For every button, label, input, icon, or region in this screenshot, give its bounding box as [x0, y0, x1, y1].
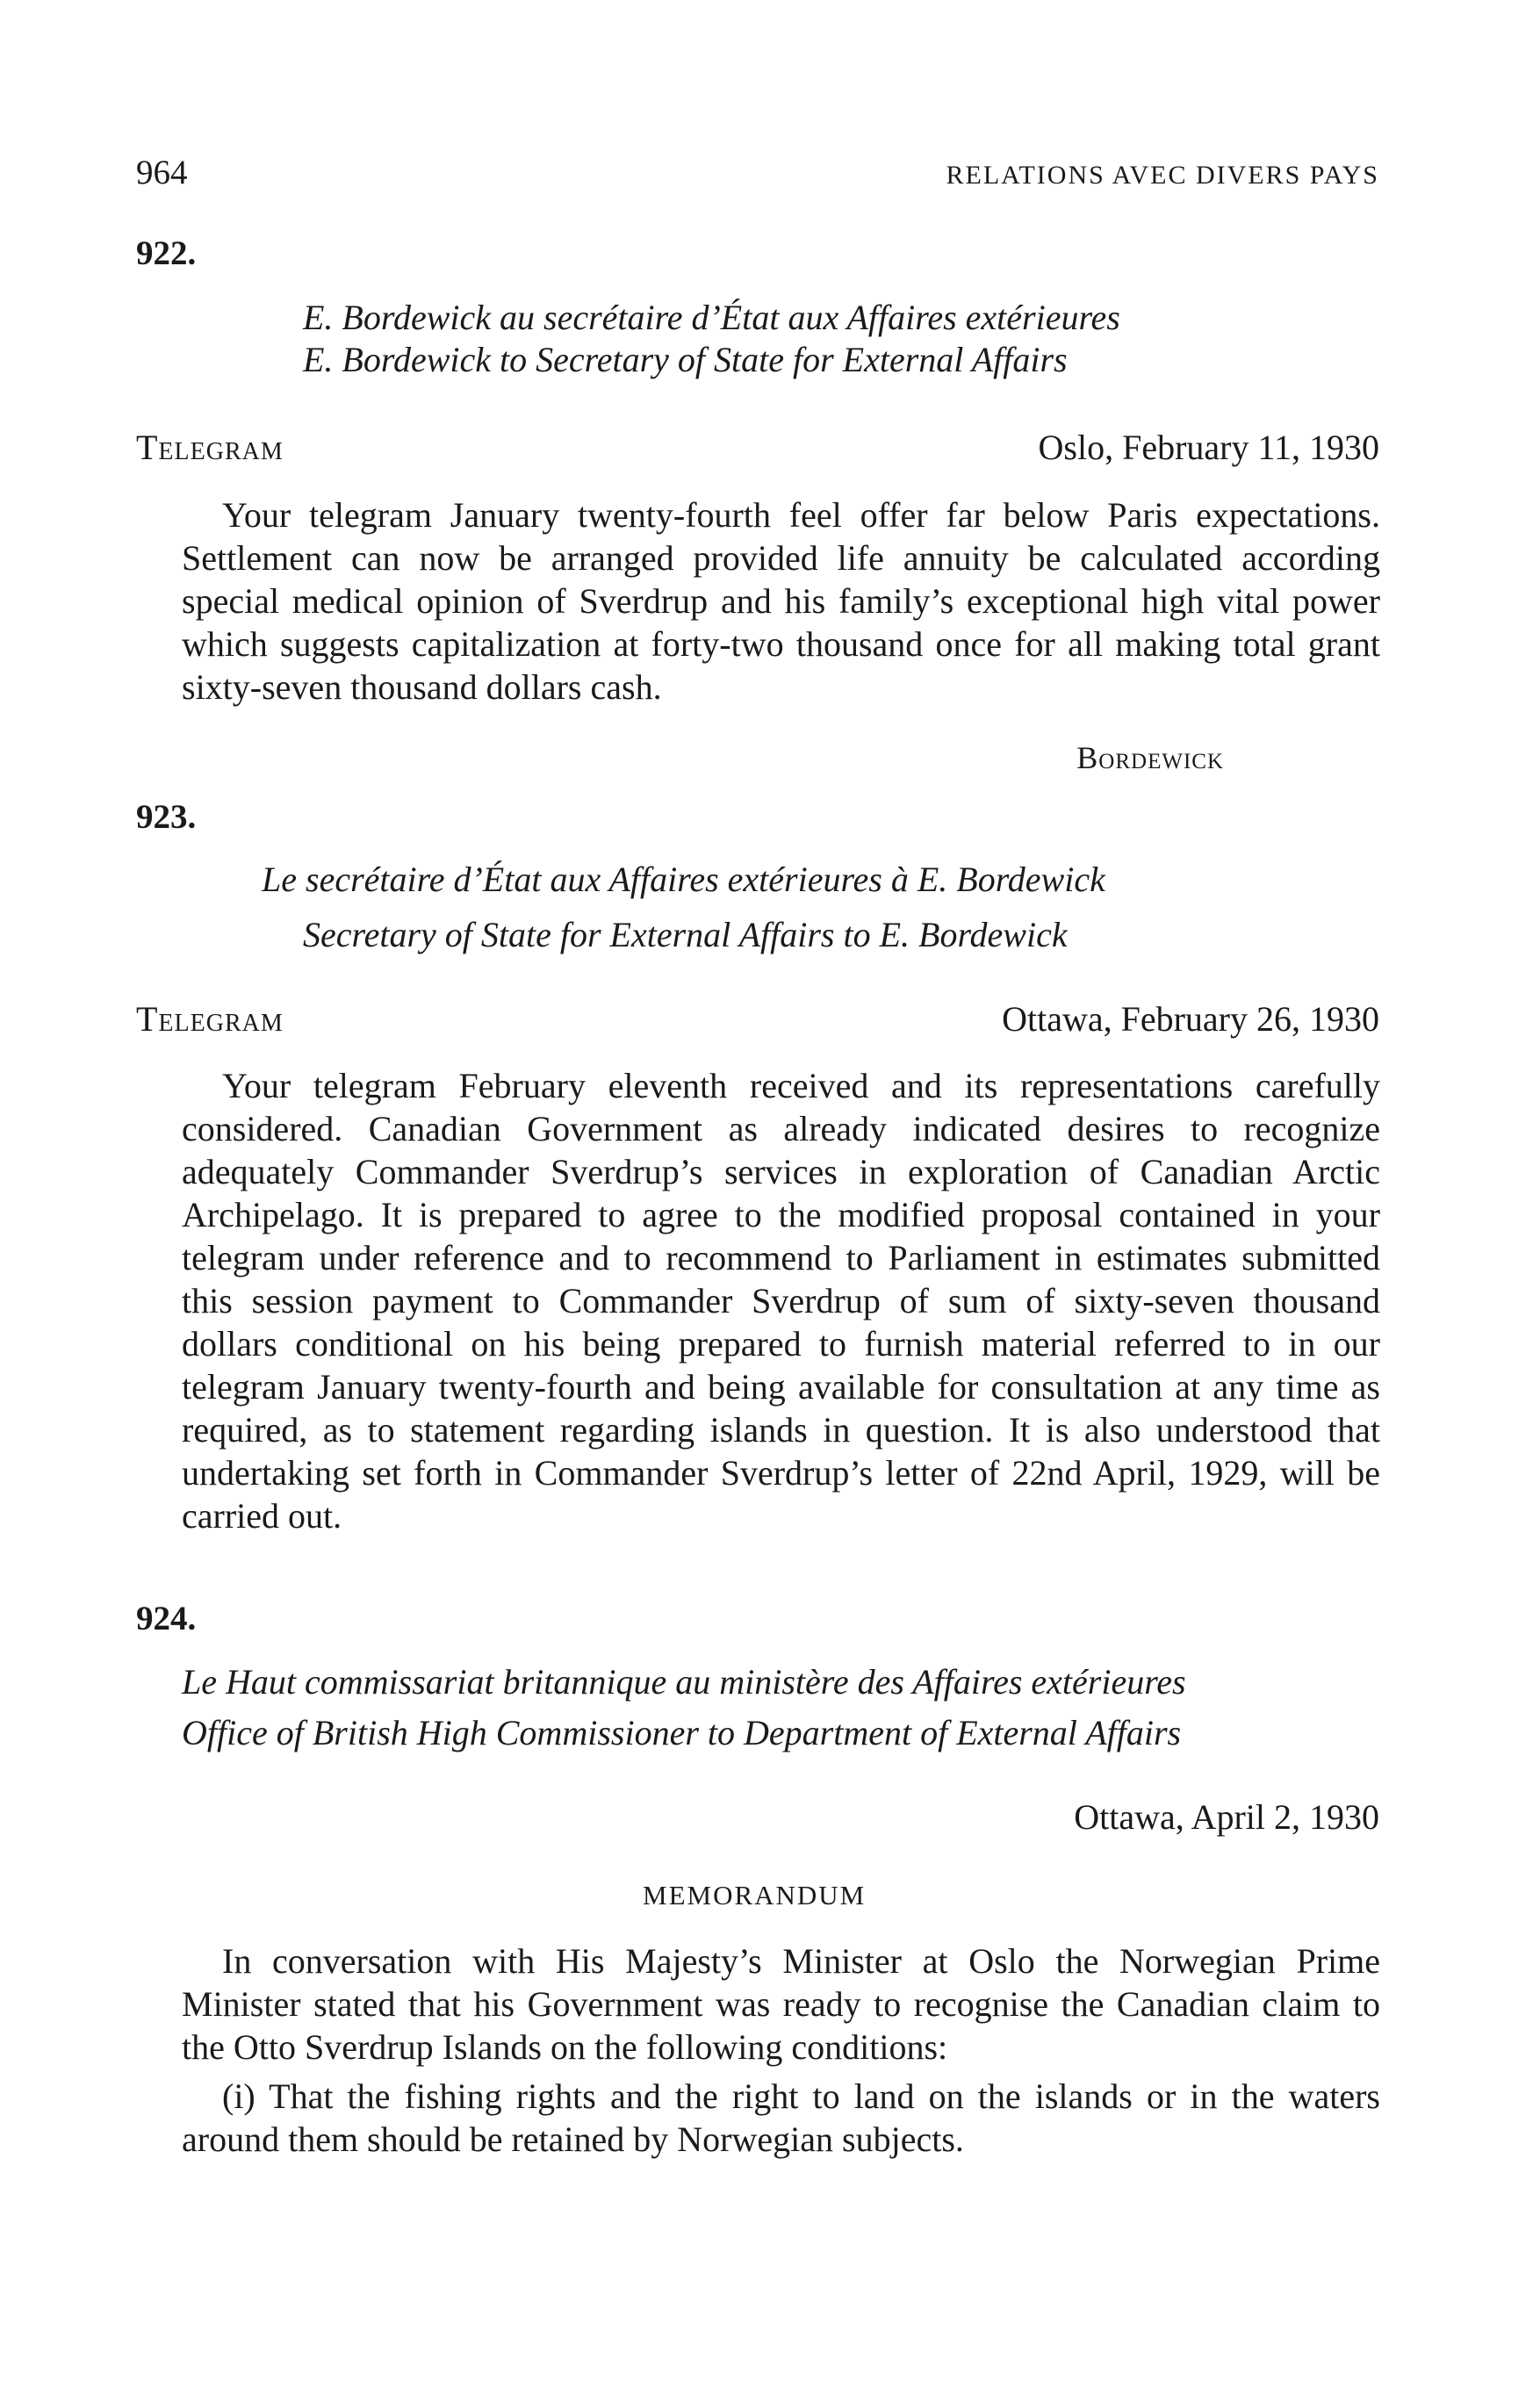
document-number: 923. [136, 798, 197, 836]
page-number: 964 [136, 154, 188, 191]
document-title-en: Office of British High Commissioner to Department of External Affairs [182, 1713, 1182, 1752]
running-head: RELATIONS AVEC DIVERS PAYS [946, 161, 1379, 190]
document-body: In conversation with His Majesty’s Minister at Oslo the Norwegian Prime Minister stated that his Government was ready to recognise the Canadian claim to the Otto Sverdrup Islands on the following conditions: [182, 1941, 1380, 2067]
document-body: Your telegram February eleventh received and its representations carefully considered. Canadian Government as already indicated desires to recognize adequately Commander Sverdrup’s services in exploration of Canadian Arctic Archipelago. It is prepared to agree to the modified proposal contained in your telegram under reference and to recommend to Parliament in estimates submitted this session payment to Commander Sverdrup of sum of sixty-seven thousand dollars conditional on his being prepared to furnish material referred to in our telegram January twenty-fourth and being available for consultation at any time as required, as to statement regarding islands in question. It is also understood that undertaking set forth in Commander Sverdrup’s letter of 22nd April, 1929, will be carried out. [182, 1066, 1380, 1536]
document-title-fr: E. Bordewick au secrétaire d’État aux Affaires extérieures [303, 298, 1120, 337]
dateline: Oslo, February 11, 1930 [1038, 428, 1379, 467]
document-title-fr: Le secrétaire d’État aux Affaires extérieures à E. Bordewick [262, 860, 1105, 899]
document-type: Telegram [136, 428, 284, 467]
dateline: Ottawa, February 26, 1930 [1002, 999, 1379, 1039]
memorandum-label: MEMORANDUM [643, 1880, 867, 1910]
document-body: Your telegram January twenty-fourth feel offer far below Paris expectations. Settlement can now be arranged provided life annuity be calculated according special medical opinion of Sverdrup and his family’s exceptional high vital power which suggests capitalization at forty-two thousand once for all making total grant sixty-seven thousand dollars cash. [182, 495, 1380, 707]
document-number: 922. [136, 234, 197, 272]
document-type: Telegram [136, 999, 284, 1039]
document-title-en: E. Bordewick to Secretary of State for External Affairs [303, 340, 1068, 379]
document-title-en: Secretary of State for External Affairs to E. Bordewick [303, 915, 1068, 954]
document-title-fr: Le Haut commissariat britannique au ministère des Affaires extérieures [182, 1662, 1186, 1702]
dateline: Ottawa, April 2, 1930 [1074, 1797, 1379, 1837]
document-number: 924. [136, 1600, 197, 1637]
signature: Bordewick [1076, 740, 1224, 775]
condition-item: (i) That the fishing rights and the right to land on the islands or in the waters around them should be retained by Norwegian subjects. [182, 2076, 1380, 2159]
